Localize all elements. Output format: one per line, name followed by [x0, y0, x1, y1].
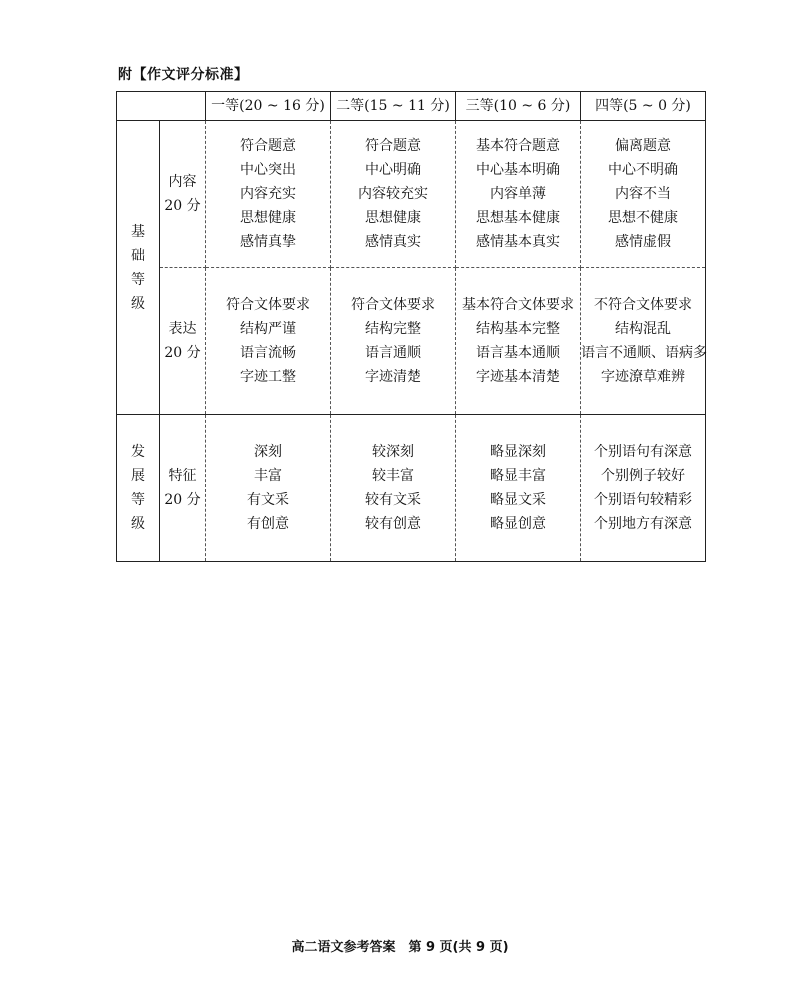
criterion-line: 思想健康 — [365, 210, 421, 226]
criterion-line: 内容充实 — [240, 186, 296, 202]
criterion-line: 较有创意 — [365, 516, 421, 532]
rubric-heading: 附【作文评分标准】 — [118, 67, 249, 83]
criterion-line: 内容较充实 — [358, 186, 428, 202]
criteria-cell — [456, 268, 581, 415]
criteria-cell — [206, 268, 331, 415]
criterion-line: 中心不明确 — [608, 162, 678, 178]
criteria-cell — [206, 121, 331, 268]
criterion-line: 语言流畅 — [240, 345, 296, 361]
criterion-line: 深刻 — [254, 444, 282, 460]
criterion-line: 结构基本完整 — [476, 321, 560, 337]
criterion-line: 中心明确 — [365, 162, 421, 178]
criterion-line: 思想健康 — [240, 210, 296, 226]
criterion-line: 有文采 — [247, 492, 289, 508]
criterion-line: 语言通顺 — [365, 345, 421, 361]
basic-level-label — [117, 121, 160, 415]
expression-row — [117, 268, 706, 415]
criterion-line: 偏离题意 — [615, 138, 671, 154]
criterion-line: 思想基本健康 — [476, 210, 560, 226]
criteria-cell — [206, 415, 331, 562]
criterion-line: 基本符合文体要求 — [462, 297, 574, 313]
grade-header-4: 四等(5 ~ 0 分) — [581, 92, 706, 121]
criterion-line: 个别语句较精彩 — [594, 492, 692, 508]
criteria-cell — [581, 121, 706, 268]
criterion-line: 思想不健康 — [608, 210, 678, 226]
criterion-line: 字迹潦草难辨 — [601, 369, 685, 385]
page-footer: 高二语文参考答案 第 9 页(共 9 页) — [291, 940, 509, 955]
criterion-line: 感情真实 — [365, 234, 421, 250]
criterion-line: 内容单薄 — [490, 186, 546, 202]
grade-header-1: 一等(20 ~ 16 分) — [206, 92, 331, 121]
grade-header-3: 三等(10 ~ 6 分) — [456, 92, 581, 121]
criterion-line: 个别地方有深意 — [594, 516, 692, 532]
criterion-line: 感情真挚 — [240, 234, 296, 250]
group-label: 发展等级 — [131, 444, 145, 532]
sub-label-name: 表达 — [168, 321, 197, 337]
criterion-line: 符合题意 — [365, 138, 421, 154]
feature-row — [117, 415, 706, 562]
sub-label-name: 内容 — [168, 174, 197, 190]
criterion-line: 符合文体要求 — [351, 297, 435, 313]
content-sub-label — [160, 121, 206, 268]
criteria-cell — [456, 415, 581, 562]
criterion-line: 字迹清楚 — [365, 369, 421, 385]
criterion-line: 个别例子较好 — [601, 468, 685, 484]
criterion-line: 较丰富 — [372, 468, 414, 484]
criterion-line: 语言基本通顺 — [476, 345, 560, 361]
criterion-line: 语言不通顺、语病多 — [581, 345, 707, 361]
criterion-line: 中心基本明确 — [476, 162, 560, 178]
sub-label-points: 20 分 — [164, 492, 201, 508]
sub-label-points: 20 分 — [164, 198, 201, 214]
criterion-line: 符合文体要求 — [226, 297, 310, 313]
criterion-line: 结构混乱 — [615, 321, 671, 337]
criteria-cell — [456, 121, 581, 268]
essay-scoring-rubric-table — [116, 91, 706, 562]
criteria-cell — [331, 415, 456, 562]
expression-sub-label — [160, 268, 206, 415]
grade-header-row — [117, 92, 706, 121]
criterion-line: 略显丰富 — [490, 468, 546, 484]
criterion-line: 不符合文体要求 — [594, 297, 692, 313]
criterion-line: 字迹工整 — [240, 369, 296, 385]
criterion-line: 略显文采 — [490, 492, 546, 508]
criterion-line: 丰富 — [254, 468, 282, 484]
development-level-label — [117, 415, 160, 562]
criterion-line: 个别语句有深意 — [594, 444, 692, 460]
criterion-line: 略显深刻 — [490, 444, 546, 460]
sub-label-points: 20 分 — [164, 345, 201, 361]
criterion-line: 较深刻 — [372, 444, 414, 460]
criteria-cell — [331, 268, 456, 415]
criterion-line: 较有文采 — [365, 492, 421, 508]
criteria-cell — [331, 121, 456, 268]
criterion-line: 中心突出 — [240, 162, 296, 178]
criterion-line: 感情虚假 — [615, 234, 671, 250]
grade-header-2: 二等(15 ~ 11 分) — [331, 92, 456, 121]
criteria-cell — [581, 415, 706, 562]
criterion-line: 感情基本真实 — [476, 234, 560, 250]
criterion-line: 有创意 — [247, 516, 289, 532]
feature-sub-label — [160, 415, 206, 562]
header-corner-cell — [117, 92, 206, 121]
criterion-line: 结构完整 — [365, 321, 421, 337]
criterion-line: 结构严谨 — [240, 321, 296, 337]
sub-label-name: 特征 — [168, 468, 197, 484]
criterion-line: 基本符合题意 — [476, 138, 560, 154]
criterion-line: 内容不当 — [615, 186, 671, 202]
group-label: 基础等级 — [131, 223, 145, 312]
content-row — [117, 121, 706, 268]
criterion-line: 字迹基本清楚 — [476, 369, 560, 385]
criterion-line: 略显创意 — [490, 516, 546, 532]
criteria-cell — [581, 268, 706, 415]
criterion-line: 符合题意 — [240, 138, 296, 154]
